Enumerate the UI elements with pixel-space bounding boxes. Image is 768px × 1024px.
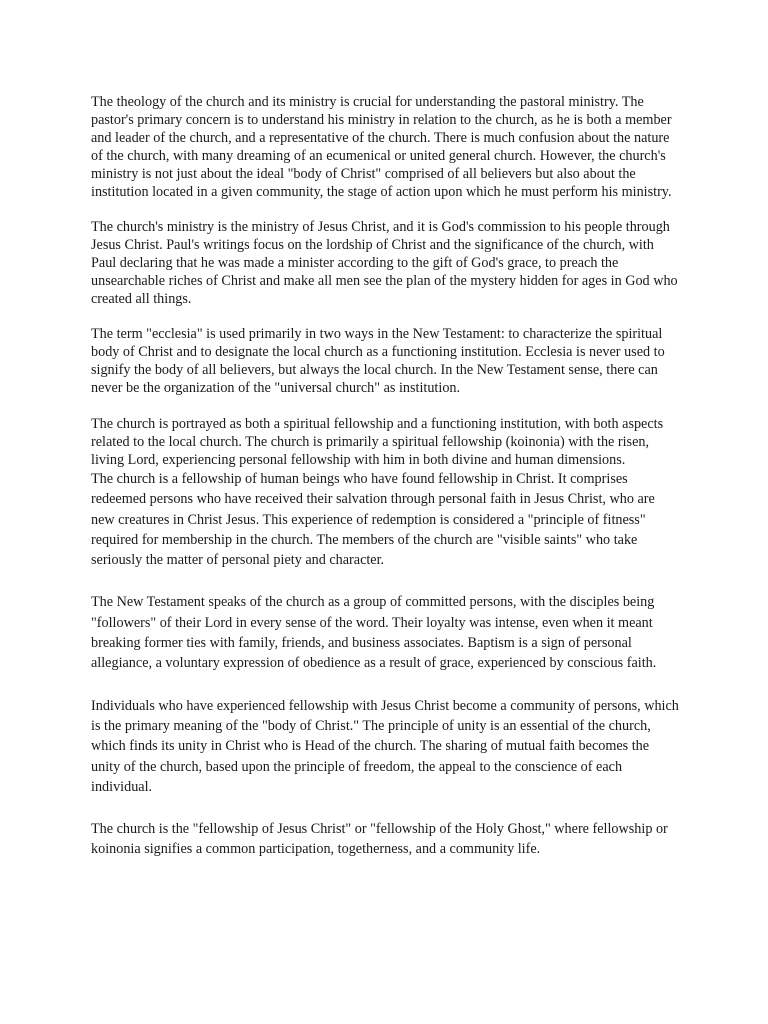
paragraph-ecclesia: The term "ecclesia" is used primarily in two ways in the New Testament: to characterize the spiritual body of Christ and to designate the local church as a functioning institution. Ecclesia is never used to signify the body of all believers, but always the local church. In the New Testament sense, there can never be the organization of the "universal church" as institution. [91,326,665,396]
paragraph-church-theology: The theology of the church and its ministry is crucial for understanding the pastoral ministry. The pastor's primary concern is to understand his ministry in relation to the church, as he is both a member and leader of the church, and a representative of the church. There is much confusion about the nature of the church, with many dreaming of an ecumenical or united general church. However, the church's ministry is not just about the ideal "body of Christ" comprised of all believers but also about the institution located in a given community, the stage of action upon which he must perform his ministry. [91,94,672,200]
paragraph-fellowship-of-believers: The church is a fellowship of human beings who have found fellowship in Christ. It comprises redeemed persons who have received their salvation through personal faith in Jesus Christ, who are new creatures in Christ Jesus. This experience of redemption is considered a "principle of fitness" required for membership in the church. The members of the church are "visible saints" who take seriously the matter of personal piety and character. [91,471,655,569]
paragraph-body-of-christ: Individuals who have experienced fellowship with Jesus Christ become a community of persons, which is the primary meaning of the "body of Christ." The principle of unity is an essential of the church, which finds its unity in Christ who is Head of the church. The sharing of mutual faith becomes the unity of the church, based upon the principle of freedom, the appeal to the conscience of each individual. [91,697,679,795]
paragraph-ministry-of-christ: The church's ministry is the ministry of Jesus Christ, and it is God's commission to his people through Jesus Christ. Paul's writings focus on the lordship of Christ and the significance of the church, with Paul declaring that he was made a minister according to the gift of God's grace, to preach the unsearchable riches of Christ and make all men see the plan of the mystery hidden for ages in God who created all things. [91,219,678,307]
paragraph-koinonia: The church is the "fellowship of Jesus Christ" or "fellowship of the Holy Ghost," where fellowship or koinonia signifies a common participation, togetherness, and a community life. [91,821,668,858]
document-body [91,93,681,860]
paragraph-committed-persons: The New Testament speaks of the church as a group of committed persons, with the disciples being "followers" of their Lord in every sense of the word. Their loyalty was intense, even when it meant breaking former ties with family, friends, and business associates. Baptism is a sign of personal allegiance, a voluntary expression of obedience as a result of grace, experienced by conscious faith. [91,594,657,672]
paragraph-spiritual-fellowship: The church is portrayed as both a spiritual fellowship and a functioning institution, with both aspects related to the local church. The church is primarily a spiritual fellowship (koinonia) with the risen, living Lord, experiencing personal fellowship with him in both divine and human dimensions. [91,416,664,468]
